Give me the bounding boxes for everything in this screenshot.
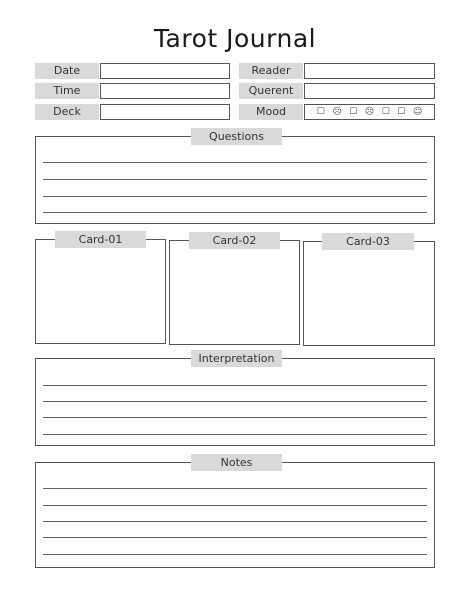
card-03-box[interactable] [303, 241, 435, 346]
querent-label: Querent [239, 83, 303, 99]
page-title: Tarot Journal [153, 24, 317, 53]
querent-field[interactable] [304, 83, 435, 99]
mood-square-icon[interactable]: ☐ [397, 107, 406, 117]
interpretation-heading: Interpretation [191, 350, 282, 367]
mood-square-icon[interactable]: ☐ [349, 107, 358, 117]
mood-field[interactable] [304, 104, 435, 120]
card-01-box[interactable] [35, 239, 166, 344]
interpretation-lines [43, 359, 427, 445]
interpretation-box[interactable] [35, 358, 435, 446]
notes-lines [43, 463, 427, 567]
mood-happy-face-icon[interactable]: ☺ [412, 107, 423, 117]
card-01-heading: Card-01 [55, 231, 146, 248]
time-label: Time [35, 83, 99, 99]
mood-square-icon[interactable]: ☐ [381, 107, 390, 117]
deck-label: Deck [35, 104, 99, 120]
card-02-box[interactable] [169, 240, 300, 345]
card-03-heading: Card-03 [322, 233, 414, 250]
questions-box[interactable] [35, 136, 435, 224]
mood-square-icon[interactable]: ☐ [316, 107, 325, 117]
deck-field[interactable] [100, 104, 230, 120]
questions-heading: Questions [191, 128, 282, 145]
mood-label: Mood [239, 104, 303, 120]
reader-field[interactable] [304, 63, 435, 79]
card-02-heading: Card-02 [189, 232, 280, 249]
date-label: Date [35, 63, 99, 79]
reader-label: Reader [239, 63, 303, 79]
questions-lines [43, 137, 427, 223]
mood-sad-face-icon[interactable]: ☹ [364, 107, 375, 117]
date-field[interactable] [100, 63, 230, 79]
mood-sad-face-icon[interactable]: ☹ [332, 107, 342, 117]
notes-heading: Notes [191, 454, 282, 471]
time-field[interactable] [100, 83, 230, 99]
notes-box[interactable] [35, 462, 435, 568]
